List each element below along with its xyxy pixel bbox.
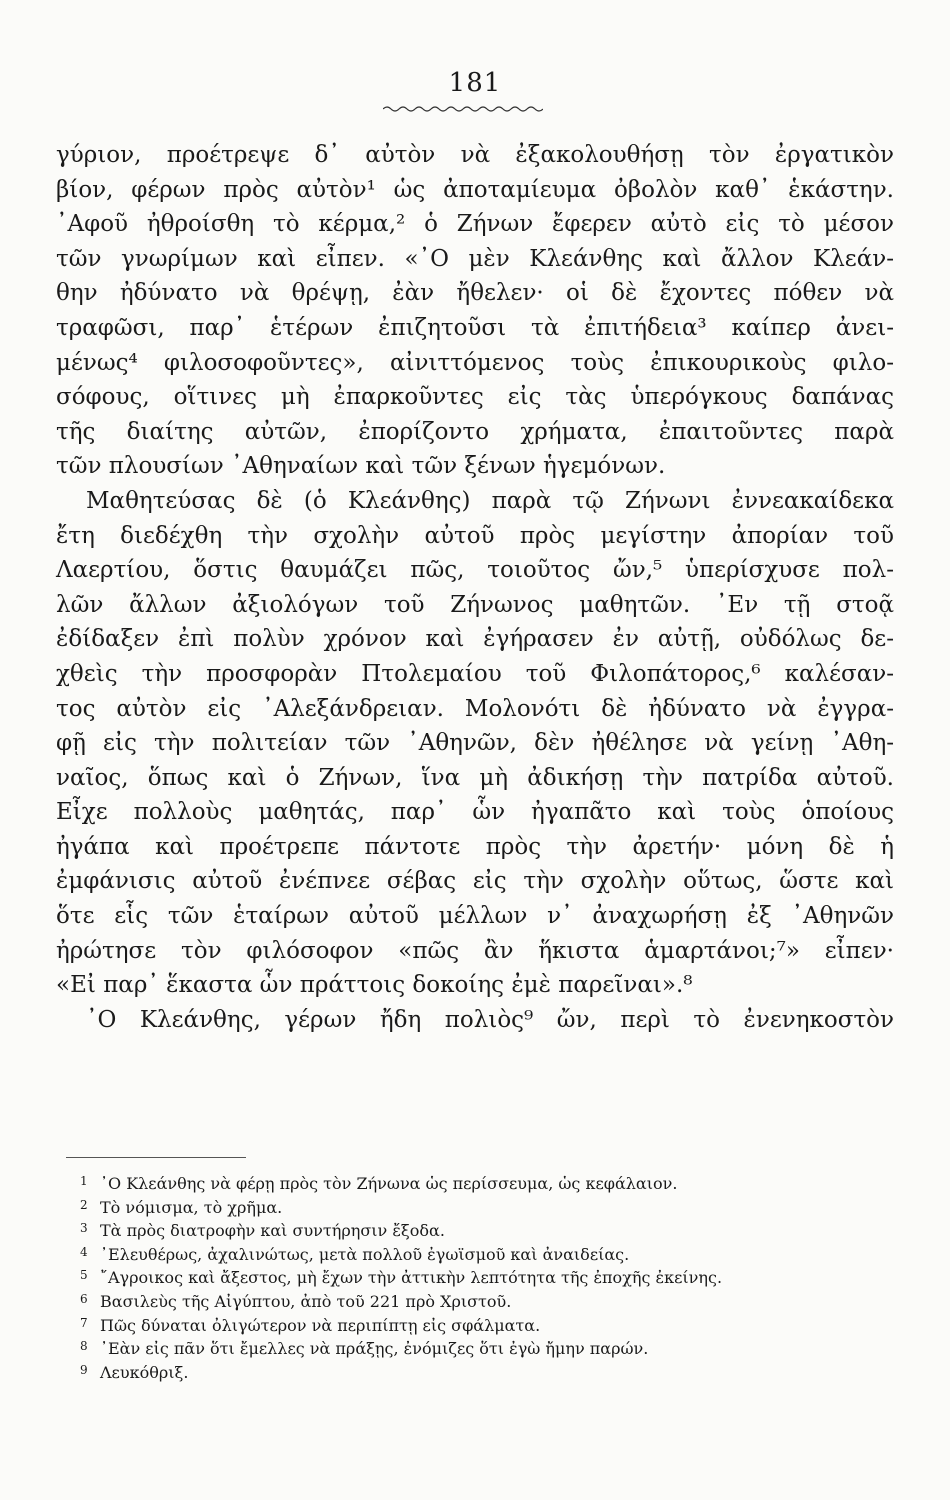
text-line: τῶν πλουσίων ᾽Αθηναίων καὶ τῶν ξένων ἡγεμόνων. xyxy=(56,453,666,480)
text-line: τῶν γνωρίμων καὶ εἶπεν. «᾽Ο μὲν Κλεάνθης καὶ ἄλλον Κλεάν- xyxy=(56,245,894,272)
footnotes xyxy=(80,1172,900,1384)
footnote xyxy=(80,1196,900,1220)
footnote-number: 3 xyxy=(80,1221,88,1236)
footnote xyxy=(80,1337,900,1361)
text-line: ναῖος, ὅπως καὶ ὁ Ζήνων, ἵνα μὴ ἀδικήσῃ τὴν πατρίδα αὐτοῦ. xyxy=(56,764,894,791)
wavy-rule-ornament xyxy=(383,104,543,114)
text-line: τος αὐτὸν εἰς ᾽Αλεξάνδρειαν. Μολονότι δὲ ἠδύνατο νὰ ἐγγρα- xyxy=(56,695,894,722)
footnote-text: Λευκόθριξ. xyxy=(100,1362,189,1382)
text-line: φῇ εἰς τὴν πολιτείαν τῶν ᾽Αθηνῶν, δὲν ἠθέλησε νὰ γείνῃ ᾽Αθη- xyxy=(56,730,894,757)
text-line: τραφῶσι, παρ᾽ ἑτέρων ἐπιζητοῦσι τὰ ἐπιτήδεια³ καίπερ ἀνει- xyxy=(56,314,894,341)
text-line: ἔτη διεδέχθη τὴν σχολὴν αὐτοῦ πρὸς μεγίστην ἀπορίαν τοῦ xyxy=(56,522,894,549)
text-line: γύριον, προέτρεψε δ᾽ αὐτὸν νὰ ἐξακολουθήσῃ τὸν ἐργατικὸν xyxy=(56,142,894,168)
text-line: βίον, φέρων πρὸς αὐτὸν¹ ὡς ἀποταμίευμα ὀβολὸν καθ᾽ ἑκάστην. xyxy=(56,176,894,203)
text-line: «Εἰ παρ᾽ ἕκαστα ὧν πράττοις δοκοίης ἐμὲ παρεῖναι».⁸ xyxy=(56,972,693,999)
text-line: Εἶχε πολλοὺς μαθητάς, παρ᾽ ὧν ἠγαπᾶτο καὶ τοὺς ὁποίους xyxy=(56,799,894,826)
footnote-number: 9 xyxy=(80,1362,88,1377)
text-line: σόφους, οἵτινες μὴ ἐπαρκοῦντες εἰς τὰς ὑπερόγκους δαπάνας xyxy=(56,384,894,411)
footnote xyxy=(80,1290,900,1314)
footnote xyxy=(80,1361,900,1385)
text-line: ἠρώτησε τὸν φιλόσοφον «πῶς ἂν ἥκιστα ἁμαρτάνοι;⁷» εἶπεν· xyxy=(56,937,894,964)
footnote xyxy=(80,1172,900,1196)
footnote-number: 5 xyxy=(80,1268,88,1283)
footnote-text: ᾽Ελευθέρως, ἀχαλινώτως, μετὰ πολλοῦ ἐγωϊσμοῦ καὶ ἀναιδείας. xyxy=(100,1244,630,1264)
footnote-number: 2 xyxy=(80,1197,88,1212)
footnote xyxy=(80,1266,900,1290)
body-text xyxy=(56,138,894,1037)
text-line: ἐμφάνισις αὐτοῦ ἐνέπνεε σέβας εἰς τὴν σχολὴν οὕτως, ὥστε καὶ xyxy=(56,868,894,895)
footnote-text: ᾽Ο Κλεάνθης νὰ φέρῃ πρὸς τὸν Ζήνωνα ὡς περίσσευμα, ὡς κεφάλαιον. xyxy=(100,1174,678,1193)
text-line: ἠγάπα καὶ προέτρεπε πάντοτε πρὸς τὴν ἀρετήν· μόνη δὲ ἡ xyxy=(56,833,894,860)
text-line: Λαερτίου, ὅστις θαυμάζει πῶς, τοιοῦτος ὤν,⁵ ὑπερίσχυσε πολ- xyxy=(56,557,894,584)
text-line: Μαθητεύσας δὲ (ὁ Κλεάνθης) παρὰ τῷ Ζήνωνι ἐννεακαίδεκα xyxy=(86,487,894,514)
footnote-text: Πῶς δύναται ὀλιγώτερον νὰ περιπίπτῃ εἰς σφάλματα. xyxy=(100,1315,541,1335)
footnote-text: Τὸ νόμισμα, τὸ χρῆμα. xyxy=(100,1197,283,1217)
footnote-text: ᾽Εὰν εἰς πᾶν ὅτι ἔμελλες νὰ πράξῃς, ἐνόμιζες ὅτι ἐγὼ ἤμην παρών. xyxy=(100,1339,649,1359)
footnote-number: 8 xyxy=(80,1339,88,1354)
footnote-number: 4 xyxy=(80,1244,88,1259)
footnote-text: Τὰ πρὸς διατροφὴν καὶ συντήρησιν ἔξοδα. xyxy=(100,1221,445,1241)
footnote-number: 1 xyxy=(80,1174,88,1188)
text-line: θην ἠδύνατο νὰ θρέψῃ, ἐὰν ἤθελεν· οἱ δὲ ἔχοντες πόθεν νὰ xyxy=(56,280,894,307)
text-line: ὅτε εἷς τῶν ἑταίρων αὐτοῦ μέλλων ν᾽ ἀναχωρήσῃ ἐξ ᾽Αθηνῶν xyxy=(56,903,894,930)
footnote-rule xyxy=(66,1157,246,1158)
text-line: ᾽Ο Κλεάνθης, γέρων ἤδη πολιὸς⁹ ὤν, περὶ τὸ ἐνενηκοστὸν xyxy=(86,1006,894,1033)
footnote-number: 6 xyxy=(80,1291,88,1306)
text-line: μένως⁴ φιλοσοφοῦντες», αἰνιττόμενος τοὺς ἐπικουρικοὺς φιλο- xyxy=(56,349,894,376)
footnote xyxy=(80,1219,900,1243)
footnote-text: Βασιλεὺς τῆς Αἰγύπτου, ἀπὸ τοῦ 221 πρὸ Χριστοῦ. xyxy=(100,1291,512,1311)
footnote-number: 7 xyxy=(80,1315,88,1330)
footnote xyxy=(80,1314,900,1338)
footnote xyxy=(80,1243,900,1267)
footnote-text: ῎Αγροικος καὶ ἄξεστος, μὴ ἔχων τὴν ἀττικὴν λεπτότητα τῆς ἐποχῆς ἐκείνης. xyxy=(100,1268,723,1288)
page-number: 181 xyxy=(448,68,502,98)
text-line: χθεὶς τὴν προσφορὰν Πτολεμαίου τοῦ Φιλοπάτορος,⁶ καλέσαν- xyxy=(56,660,894,687)
text-line: ἐδίδαξεν ἐπὶ πολὺν χρόνον καὶ ἐγήρασεν ἐν αὐτῇ, οὐδόλως δε- xyxy=(56,626,894,653)
text-line: ᾽Αφοῦ ἠθροίσθη τὸ κέρμα,² ὁ Ζήνων ἔφερεν αὐτὸ εἰς τὸ μέσον xyxy=(56,211,894,238)
text-line: λῶν ἄλλων ἀξιολόγων τοῦ Ζήνωνος μαθητῶν. ᾽Εν τῇ στοᾷ xyxy=(56,591,894,618)
text-line: τῆς διαίτης αὐτῶν, ἐπορίζοντο χρήματα, ἐπαιτοῦντες παρὰ xyxy=(56,418,894,445)
